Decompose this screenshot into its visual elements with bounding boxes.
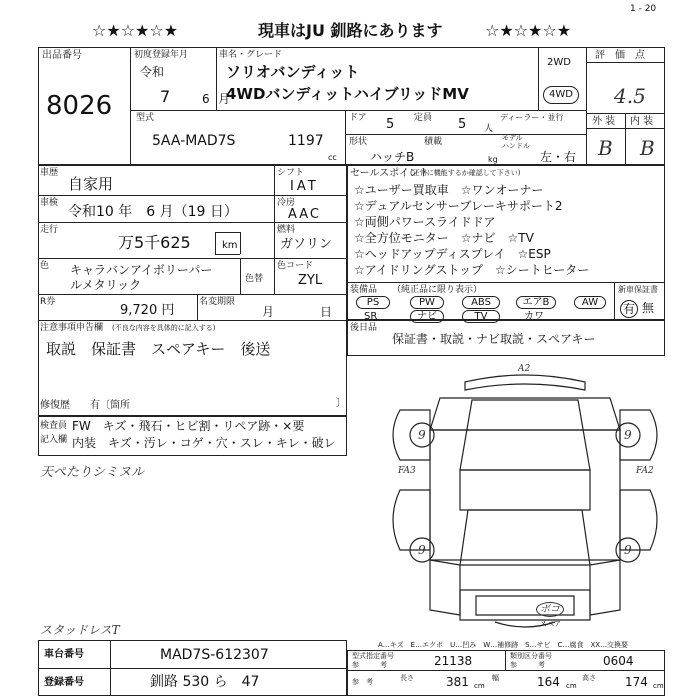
recycle-label: R券 xyxy=(40,297,56,307)
type-label: 型式 xyxy=(136,113,155,123)
notes-text: 取説 保証書 スペアキー 後送 xyxy=(46,340,271,358)
model-label: モデル xyxy=(502,134,523,142)
inspector-label-2: 記入欄 xyxy=(40,435,68,445)
color-change-label: 色替 xyxy=(245,274,264,284)
handle-value: 左・右 xyxy=(540,150,577,164)
drive-2wd: 2WD xyxy=(547,57,571,68)
interior-grade: B xyxy=(640,136,655,160)
seats-unit: 人 xyxy=(484,124,494,134)
car-name-label: 車名・グレード xyxy=(219,50,283,60)
sales-item: ☆両側パワースライドドア xyxy=(354,215,496,229)
fuel-label: 燃料 xyxy=(277,225,296,235)
registration-year: 7 xyxy=(160,87,171,106)
corner-number: 1 - 20 xyxy=(630,4,657,14)
repair-close: 〕 xyxy=(336,398,346,409)
equipment-ps: PS xyxy=(356,296,390,309)
notes-sub: (不良な内容を具体的に記入する) xyxy=(112,324,216,332)
frame-number: MAD7S-612307 xyxy=(160,647,269,663)
color-name-line1: キャラバンアイボリーパー xyxy=(70,263,213,277)
body-shape: ハッチB xyxy=(370,150,415,164)
car-grade: 4WDバンディットハイブリッドMV xyxy=(226,85,469,103)
ac-value: AAC xyxy=(288,207,321,222)
repair-label: 修復歴 xyxy=(40,400,70,411)
equipment-leather: カワ xyxy=(524,311,544,322)
equipment-navi: ナビ xyxy=(410,310,444,323)
model-number-label: 型式指定番号 xyxy=(352,652,394,660)
height-value: 174 xyxy=(625,675,648,689)
inspector-remark: 天ぺたりシミヌル xyxy=(40,465,145,480)
seats-label: 定員 xyxy=(414,113,433,123)
warranty-no: 無 xyxy=(642,301,655,315)
length-unit: cm xyxy=(474,682,485,690)
equipment-note: （純正品に限り表示） xyxy=(392,285,483,295)
height-label: 高さ xyxy=(582,674,596,682)
doors-label: ドア xyxy=(349,113,367,123)
exterior-grade: B xyxy=(598,136,613,160)
sales-item: ☆ヘッドアップディスプレイ ☆ESP xyxy=(354,247,551,261)
inspector-row-1: FW キズ・飛石・ヒビ割・リペア跡・×要 xyxy=(72,419,305,433)
spare-tire-mark: ボコ xyxy=(536,602,564,617)
equipment-aw: AW xyxy=(574,296,606,309)
plate-label: 登録番号 xyxy=(44,677,84,688)
equipment-tv: TV xyxy=(462,310,500,323)
lot-number: 8026 xyxy=(46,91,113,121)
load-label: 積載 xyxy=(424,137,443,147)
ac-label: 冷房 xyxy=(277,198,296,208)
height-unit: cm xyxy=(653,682,664,690)
sales-item: ☆デュアルセンサーブレーキサポート2 xyxy=(354,199,563,213)
tax-day: 日 xyxy=(320,305,333,319)
class-number: 0604 xyxy=(603,654,634,668)
registration-month: 6 xyxy=(202,92,210,106)
doors-value: 5 xyxy=(386,117,395,132)
studless-note: スタッドレスT xyxy=(40,623,120,637)
diagram-mark-top: A2 xyxy=(518,364,531,374)
banner-right-stars: ☆★☆★☆★ xyxy=(485,21,572,40)
shape-label: 形状 xyxy=(349,137,368,147)
equipment-label: 装備品 xyxy=(350,285,378,295)
car-name: ソリオバンディット xyxy=(226,63,360,81)
warranty-yes-circled: 有 xyxy=(620,300,638,318)
registration-month-unit: 月 xyxy=(218,92,231,106)
exterior-label: 外 装 xyxy=(592,116,616,127)
damage-legend: A…キズ E…エクボ U…凹み W…補修跡 S…サビ C…腐食 XX…交換要 xyxy=(378,641,629,649)
sales-header: セールスポイント xyxy=(350,168,430,179)
sales-item: ☆アイドリングストップ ☆シートヒーター xyxy=(354,263,590,277)
frame-label: 車台番号 xyxy=(44,649,84,660)
cc-unit: cc xyxy=(328,153,337,162)
mileage-value: 万5千625 xyxy=(118,233,191,252)
color-code-label: 色コード xyxy=(277,261,314,271)
color-name-line2: ルメタリック xyxy=(70,278,142,292)
sales-item: ☆全方位モニター ☆ナビ ☆TV xyxy=(354,231,534,245)
warranty-label: 新車保証書 xyxy=(618,285,658,294)
displacement: 1197 xyxy=(288,133,324,149)
color-code: ZYL xyxy=(298,273,323,288)
inspection-label: 車検 xyxy=(40,198,59,208)
tax-label: 名変期限 xyxy=(199,297,236,307)
history-value: 自家用 xyxy=(68,175,114,193)
repair-value: 有〔箇所 xyxy=(90,400,130,411)
registration-era: 令和 xyxy=(140,65,165,79)
diagram-mark-left: FA3 xyxy=(398,466,416,476)
model-number-sub: 参 考 xyxy=(352,661,387,669)
score-value: 4.5 xyxy=(614,84,646,108)
inspector-row-2: 内装 キズ・汚レ・コゲ・穴・スレ・キレ・破レ xyxy=(72,436,336,450)
model-number: 21138 xyxy=(434,654,473,668)
shift-label: シフト xyxy=(277,168,305,178)
equipment-airbag: エアB xyxy=(516,296,556,309)
model-type: 5AA-MAD7S xyxy=(152,133,236,149)
spare-label: スペア xyxy=(540,620,561,628)
sales-note: (正常に機能するか確認して下さい) xyxy=(410,169,521,177)
lot-label: 出品番号 xyxy=(42,50,82,61)
tire-front-right: 9 xyxy=(624,428,632,442)
class-number-label: 類別区分番号 xyxy=(510,652,552,660)
inspection-value: 令和10 年 6 月（19 日） xyxy=(68,204,238,220)
diagram-mark-right: FA2 xyxy=(636,466,654,476)
mileage-unit: km xyxy=(222,240,238,251)
later-text: 保証書・取説・ナビ取説・スペアキー xyxy=(392,332,596,346)
car-condition-diagram xyxy=(380,360,670,632)
seats-value: 5 xyxy=(458,117,467,132)
equipment-pw: PW xyxy=(410,296,444,309)
shift-value: IAT xyxy=(290,179,319,194)
banner-left-stars: ☆★☆★☆★ xyxy=(92,21,179,40)
tire-rear-right: 9 xyxy=(624,543,632,557)
inspector-label-1: 検査員 xyxy=(40,421,68,431)
banner-text: 現車はJU 釧路にあります xyxy=(258,21,443,40)
drive-4wd-circled: 4WD xyxy=(543,86,579,104)
class-number-sub: 参 考 xyxy=(510,661,545,669)
length-label: 長さ xyxy=(400,674,414,682)
tax-month: 月 xyxy=(262,305,275,319)
equipment-abs: ABS xyxy=(462,296,500,309)
recycle-value: 9,720 円 xyxy=(120,303,175,318)
interior-label: 内 装 xyxy=(630,116,654,127)
plate-number: 釧路 530 ら 47 xyxy=(150,674,260,690)
mileage-label: 走行 xyxy=(40,225,59,235)
length-value: 381 xyxy=(446,675,469,689)
dimension-ref: 参 考 xyxy=(352,678,373,686)
history-label: 車歴 xyxy=(40,168,59,178)
later-label: 後日品 xyxy=(350,323,378,333)
color-label: 色 xyxy=(40,261,50,271)
equipment-sr: SR xyxy=(364,311,378,322)
kg-unit: kg xyxy=(488,155,498,164)
score-label: 評 価 点 xyxy=(595,50,645,61)
registration-label: 初度登録年月 xyxy=(134,50,189,60)
dealer-label: ディーラー・並行 xyxy=(500,113,564,122)
width-value: 164 xyxy=(537,675,560,689)
fuel-value: ガソリン xyxy=(280,237,333,252)
notes-label: 注意事項申告欄 xyxy=(40,323,104,333)
tire-front-left: 9 xyxy=(418,428,426,442)
sales-item: ☆ユーザー買取車 ☆ワンオーナー xyxy=(354,183,544,197)
width-unit: cm xyxy=(566,682,577,690)
width-label: 幅 xyxy=(492,674,499,682)
tire-rear-left: 9 xyxy=(418,543,426,557)
handle-label: ハンドル xyxy=(502,142,530,150)
